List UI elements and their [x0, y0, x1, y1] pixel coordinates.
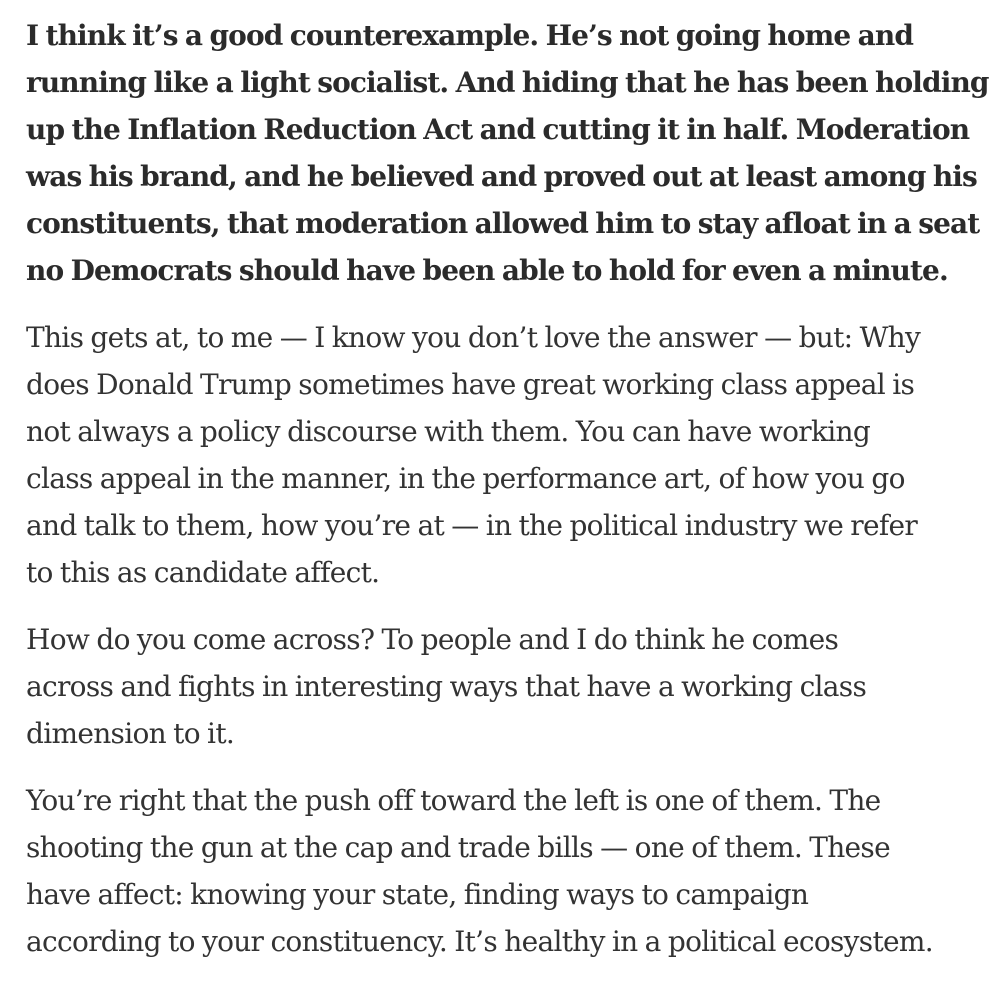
paragraph-line: have affect: knowing your state, finding ways to campaign [26, 878, 809, 911]
paragraph-line: How do you come across? To people and I do think he comes [26, 623, 839, 656]
paragraph-line: constituents, that moderation allowed him to stay afloat in a seat [26, 207, 980, 240]
paragraph-line: shooting the gun at the cap and trade bills — one of them. These [26, 831, 890, 864]
paragraph-line: This gets at, to me — I know you don’t love the answer — but: Why [26, 321, 921, 354]
paragraph-line: to this as candidate affect. [26, 556, 380, 589]
paragraph-line: no Democrats should have been able to hold for even a minute. [26, 254, 948, 287]
article-body [26, 12, 989, 985]
paragraph-line: across and fights in interesting ways that have a working class [26, 670, 867, 703]
paragraph-4 [26, 777, 981, 965]
paragraph-line: up the Inflation Reduction Act and cutting it in half. Moderation [26, 113, 970, 146]
paragraph-line: according to your constituency. It’s healthy in a political ecosystem. [26, 925, 933, 958]
paragraph-line: was his brand, and he believed and proved out at least among his [26, 160, 977, 193]
paragraph-line: You’re right that the push off toward the left is one of them. The [26, 784, 881, 817]
paragraph-line: not always a policy discourse with them. You can have working [26, 415, 871, 448]
paragraph-3 [26, 616, 981, 757]
paragraph-line: running like a light socialist. And hiding that he has been holding [26, 66, 989, 99]
paragraph-line: does Donald Trump sometimes have great working class appeal is [26, 368, 915, 401]
paragraph-line: I think it’s a good counterexample. He’s not going home and [26, 19, 914, 52]
paragraph-line: and talk to them, how you’re at — in the political industry we refer [26, 509, 918, 542]
paragraph-1-bold-quote [26, 12, 989, 294]
paragraph-2 [26, 314, 981, 596]
paragraph-line: class appeal in the manner, in the performance art, of how you go [26, 462, 905, 495]
paragraph-line: dimension to it. [26, 717, 235, 750]
